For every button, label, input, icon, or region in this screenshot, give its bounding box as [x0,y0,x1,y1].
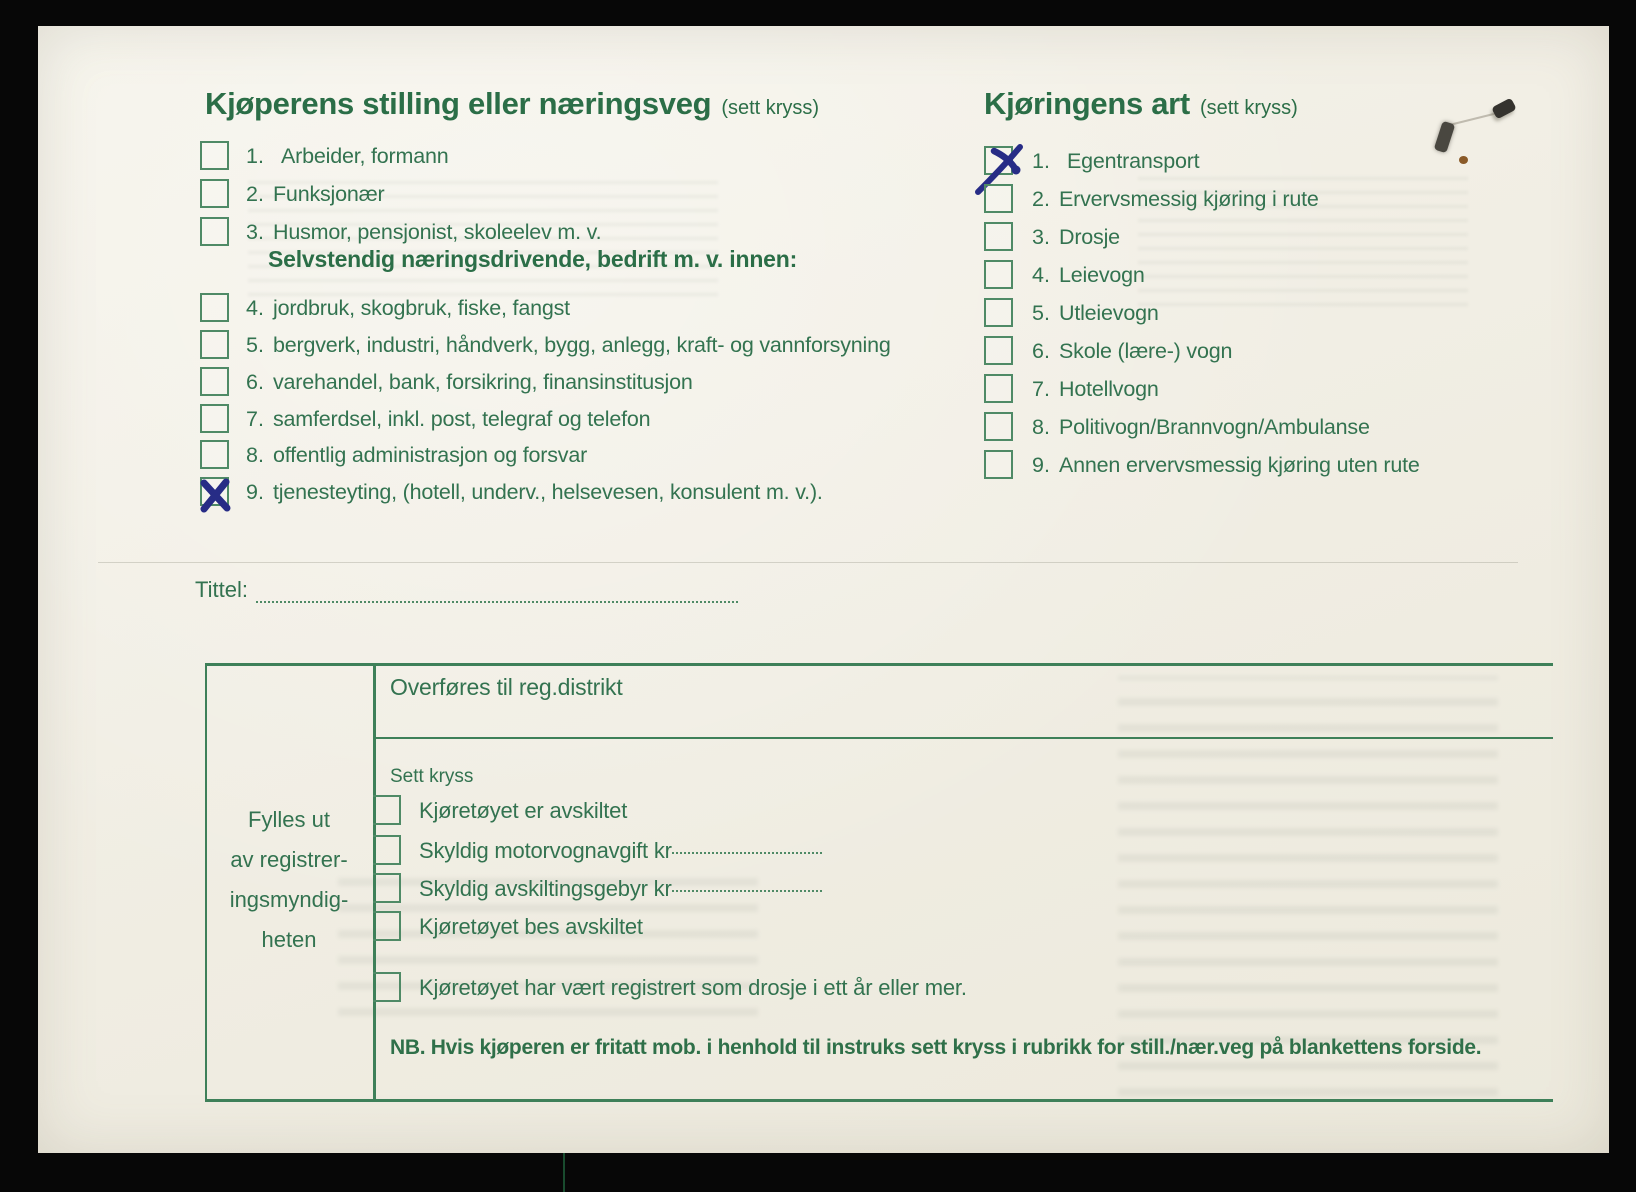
left-item-1 [200,141,449,170]
amount-input-line[interactable] [672,835,822,854]
right-item-7 [984,374,1159,403]
left-item-7 [200,404,650,433]
sett-kryss-label: Sett kryss [390,766,474,787]
item-number: 5. [246,333,264,357]
checkbox-egentransport[interactable] [984,146,1013,175]
amount-input-line[interactable] [672,873,822,892]
right-item-4 [984,260,1145,289]
checkbox-arbeider[interactable] [200,141,229,170]
item-label: Arbeider, formann [281,144,449,168]
checkbox-funksjonaer[interactable] [200,179,229,208]
box-row-4 [373,911,643,941]
box-row-1 [373,795,627,825]
nb-note: NB. Hvis kjøperen er fritatt mob. i henhold til instruks sett kryss i rubrikk for still./nær.veg på blankettens forside. [390,1036,1482,1059]
item-label: Annen ervervsmessig kjøring uten rute [1059,453,1420,477]
checkbox-varehandel[interactable] [200,367,229,396]
checkbox-skyldig-motorvognavgift[interactable] [373,835,401,865]
item-label: Funksjonær [273,182,385,206]
left-item-3 [200,217,601,246]
side-label-line: ingsmyndig- [229,887,349,912]
side-label-line: Fylles ut [248,807,330,832]
item-number: 6. [1032,339,1050,363]
box-row-3 [373,873,822,903]
fold-line [98,562,1518,563]
box-row-label: Kjøretøyet bes avskiltet [419,914,643,939]
checkbox-jordbruk[interactable] [200,293,229,322]
checkbox-skyldig-avskiltingsgebyr[interactable] [373,873,401,903]
item-number: 4. [246,296,264,320]
checkbox-annen-ervervsmessig[interactable] [984,450,1013,479]
side-label-line: heten [261,927,317,952]
checkbox-bergverk[interactable] [200,330,229,359]
left-item-2 [200,179,385,208]
checkbox-avskiltet[interactable] [373,795,401,825]
item-label: Skole (lære-) vogn [1059,339,1233,363]
left-section-title [205,86,819,122]
left-title-hint: (sett kryss) [721,97,820,119]
staple-mark [1447,111,1501,126]
checkbox-politivogn[interactable] [984,412,1013,441]
item-label: jordbruk, skogbruk, fiske, fangst [273,296,570,320]
checkbox-tjenesteyting[interactable] [200,477,229,506]
checkbox-offentlig[interactable] [200,440,229,469]
right-item-8 [984,412,1370,441]
checkbox-samferdsel[interactable] [200,404,229,433]
x-mark [196,474,234,514]
checkbox-registrert-drosje[interactable] [373,972,401,1002]
box-inner-line [373,737,1553,739]
box-row-label: Kjøretøyet er avskiltet [419,798,628,823]
box-row-drosje [373,972,967,1002]
item-label: bergverk, industri, håndverk, bygg, anlegg, kraft- og vannforsyning [273,333,891,357]
staple-mark [1491,98,1517,120]
box-row-2 [373,835,822,865]
checkbox-drosje[interactable] [984,222,1013,251]
staple-mark [1434,121,1456,154]
item-number: 3. [1032,225,1050,249]
checkbox-skolevogn[interactable] [984,336,1013,365]
right-title-hint: (sett kryss) [1199,97,1298,119]
left-item-5 [200,330,891,359]
rust-spot [1459,156,1468,164]
item-label: Utleievogn [1059,301,1159,325]
tittel-input-line[interactable] [256,581,738,603]
item-number: 7. [1032,377,1050,401]
item-number: 1. [246,144,264,168]
side-label-line: av registrer- [230,847,348,872]
checkbox-utleievogn[interactable] [984,298,1013,327]
item-label: Husmor, pensjonist, skoleelev m. v. [273,220,602,244]
paper-sheet [38,26,1609,1153]
left-item-6 [200,367,693,396]
checkbox-ervervsmessig-rute[interactable] [984,184,1013,213]
item-number: 7. [246,407,264,431]
item-number: 9. [246,480,264,504]
checkbox-leievogn[interactable] [984,260,1013,289]
checkbox-husmor[interactable] [200,217,229,246]
box-side-label [205,800,373,960]
box-row-label: Kjøretøyet har vært registrert som drosje i ett år eller mer. [419,975,967,1000]
item-label: Leievogn [1059,263,1145,287]
right-item-5 [984,298,1159,327]
item-label: varehandel, bank, forsikring, finansinstitusjon [273,370,693,394]
checkbox-hotellvogn[interactable] [984,374,1013,403]
right-item-6 [984,336,1232,365]
item-label: samferdsel, inkl. post, telegraf og telefon [273,407,651,431]
item-number: 4. [1032,263,1050,287]
box-row-label: Skyldig avskiltingsgebyr kr [419,876,672,901]
left-subheader: Selvstendig næringsdrivende, bedrift m. v. innen: [268,246,798,272]
item-number: 9. [1032,453,1050,477]
item-label: Egentransport [1067,149,1200,173]
scan-line-artifact [563,1153,565,1192]
box-row-label: Skyldig motorvognavgift kr [419,838,672,863]
tittel-row [195,577,738,603]
left-title-text: Kjøperens stilling eller næringsveg [205,86,712,121]
tittel-label: Tittel: [195,577,248,602]
item-number: 2. [1032,187,1050,211]
right-title-text: Kjøringens art [984,86,1190,121]
item-label: Ervervsmessig kjøring i rute [1059,187,1319,211]
item-number: 3. [246,220,264,244]
left-item-9 [200,477,823,506]
item-number: 2. [246,182,264,206]
item-label: offentlig administrasjon og forsvar [273,443,588,467]
right-section-title [984,86,1298,122]
item-number: 5. [1032,301,1050,325]
item-label: tjenesteyting, (hotell, underv., helsevesen, konsulent m. v.). [273,480,823,504]
item-number: 6. [246,370,264,394]
right-item-9 [984,450,1420,479]
item-label: Drosje [1059,225,1120,249]
item-label: Politivogn/Brannvogn/Ambulanse [1059,415,1370,439]
right-item-2 [984,184,1319,213]
item-number: 8. [246,443,264,467]
right-item-3 [984,222,1120,251]
left-item-4 [200,293,570,322]
right-item-1 [984,146,1199,175]
checkbox-bes-avskiltet[interactable] [373,911,401,941]
box-header: Overføres til reg.distrikt [390,674,623,700]
left-item-8 [200,440,587,469]
item-label: Hotellvogn [1059,377,1159,401]
item-number: 1. [1032,149,1050,173]
item-number: 8. [1032,415,1050,439]
